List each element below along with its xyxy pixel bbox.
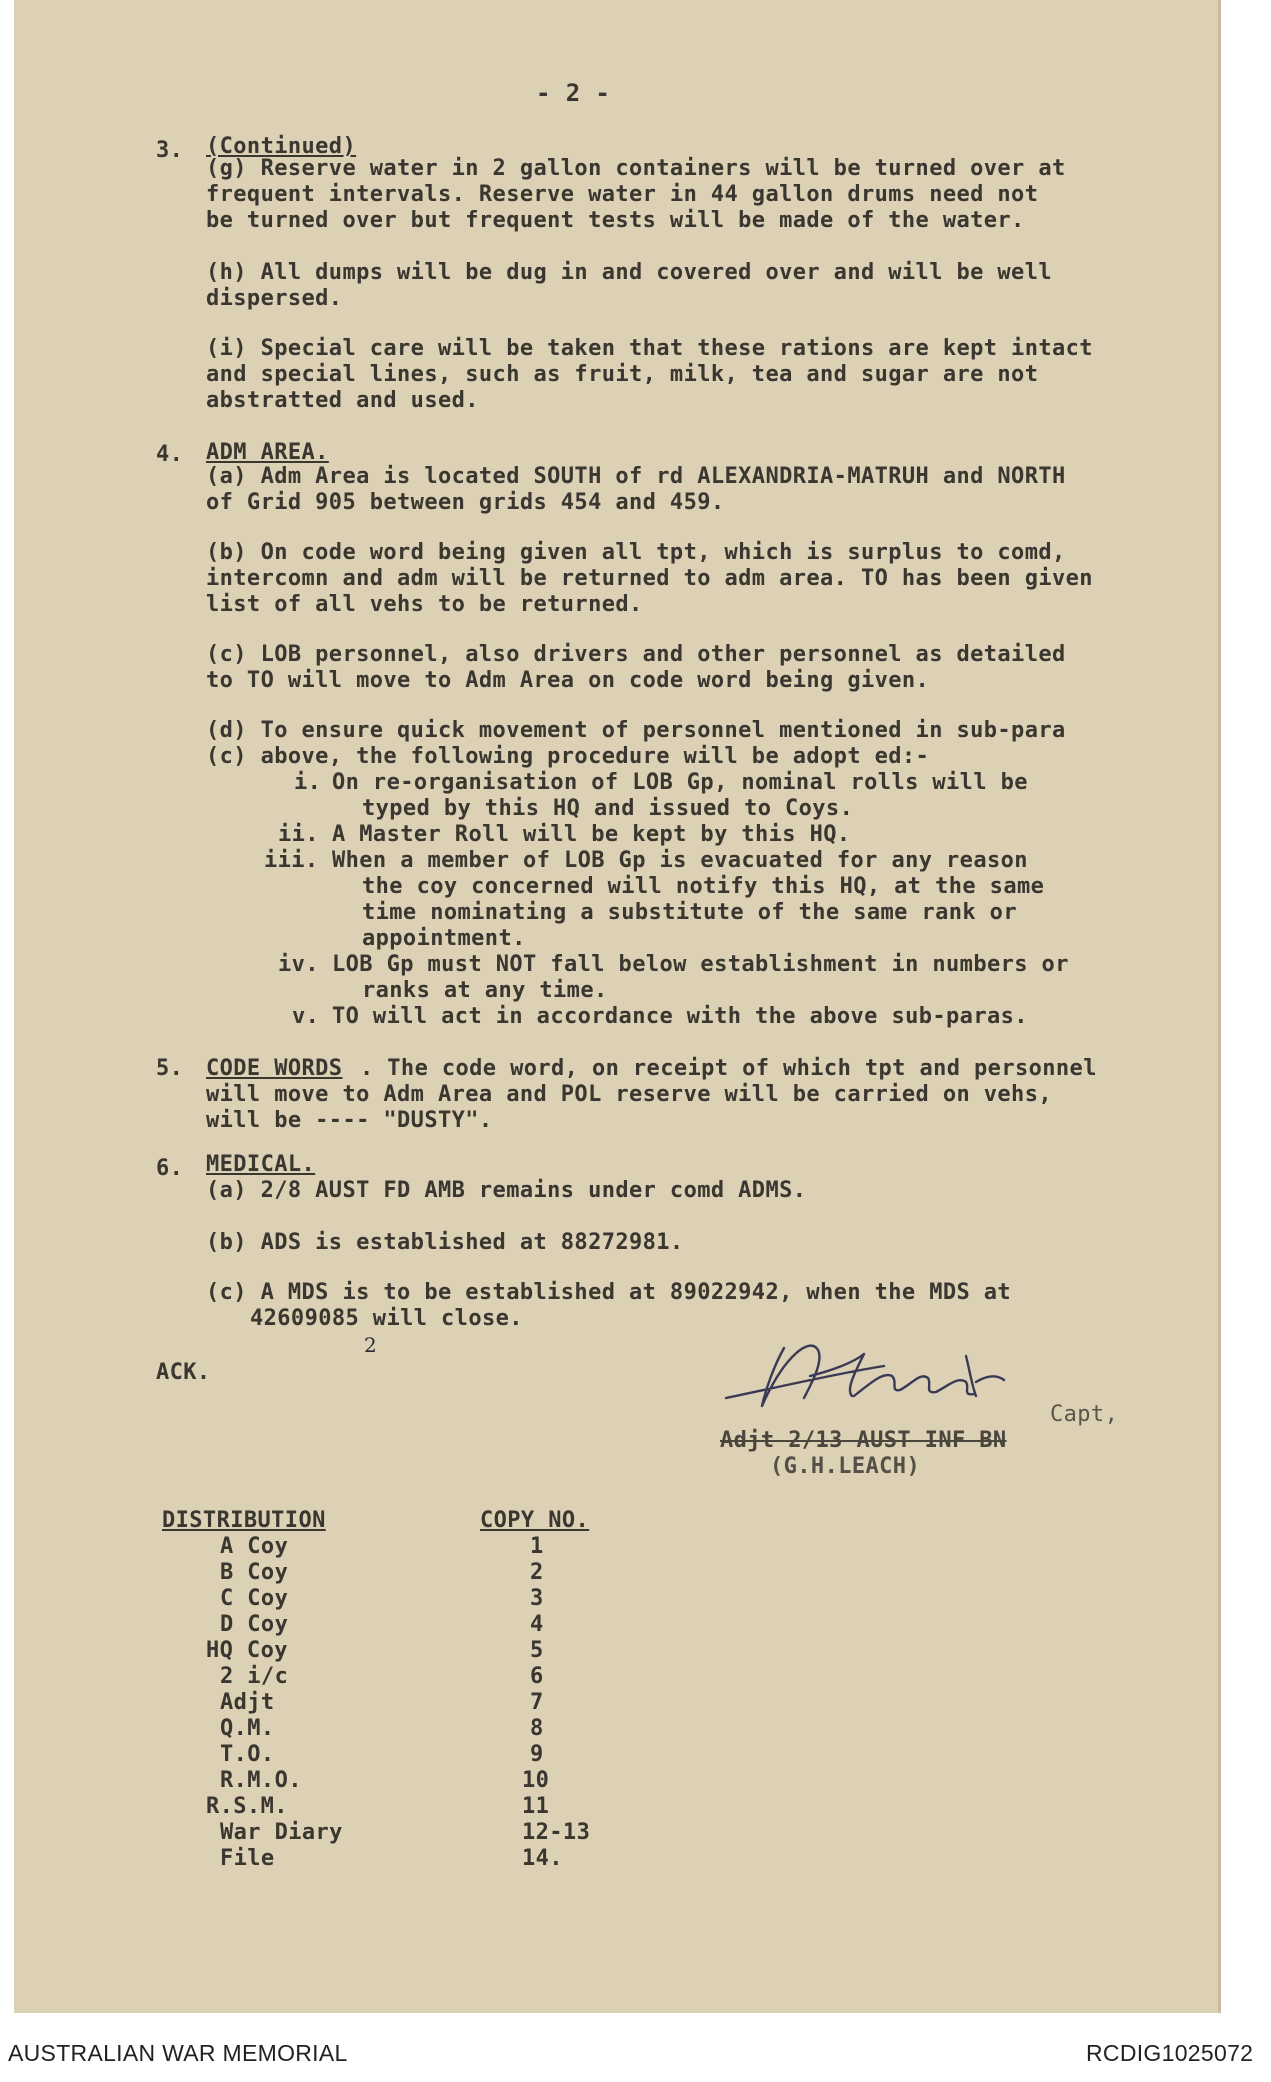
dist-item: Adjt [220,1690,275,1715]
dist-item: T.O. [220,1742,275,1767]
dist-copy: 2 [530,1560,544,1585]
dist-copy: 3 [530,1586,544,1611]
sub-iii-num: iii. [264,848,319,873]
dist-copy: 9 [530,1742,544,1767]
para3-g-line2: frequent intervals. Reserve water in 44 gallon drums need not [206,182,1039,207]
sub-iv-num: iv. [278,952,319,977]
dist-copy: 1 [530,1534,544,1559]
dist-item: File [220,1846,275,1871]
dist-copy: 5 [530,1638,544,1663]
para3-i-line3: abstratted and used. [206,388,479,413]
para6-c-line1: (c) A MDS is to be established at 89022942, when the MDS at [206,1280,1012,1305]
dist-item: A Coy [220,1534,289,1559]
para5-heading: CODE WORDS [206,1056,343,1081]
dist-item: B Coy [220,1560,289,1585]
dist-item: HQ Coy [206,1638,288,1663]
document-page [14,0,1221,2013]
copy-no-header: COPY NO. [480,1508,590,1533]
para5-number: 5. [156,1056,184,1081]
para5-line1: . The code word, on receipt of which tpt and personnel [360,1056,1097,1081]
para4-a-line1: (a) Adm Area is located SOUTH of rd ALEXANDRIA-MATRUH and NORTH [206,464,1066,489]
para3-g-line1: (g) Reserve water in 2 gallon containers will be turned over at [206,156,1066,181]
para4-number: 4. [156,442,184,467]
sub-v-num: v. [292,1004,320,1029]
para6-heading: MEDICAL. [206,1152,316,1177]
sub-iv-line1: LOB Gp must NOT fall below establishment in numbers or [332,952,1069,977]
footer-source: AUSTRALIAN WAR MEMORIAL [8,2040,348,2066]
sub-i-line1: On re-organisation of LOB Gp, nominal rolls will be [332,770,1028,795]
signature-image [714,1326,1104,1436]
para4-b-line3: list of all vehs to be returned. [206,592,643,617]
para5-line3: will be ---- "DUSTY". [206,1108,493,1133]
distribution-header: DISTRIBUTION [162,1508,326,1533]
dist-item: D Coy [220,1612,289,1637]
para3-number: 3. [156,138,184,163]
para4-b-line1: (b) On code word being given all tpt, which is surplus to comd, [206,540,1066,565]
dist-copy: 7 [530,1690,544,1715]
ack-label: ACK. [156,1360,211,1385]
para3-i-line2: and special lines, such as fruit, milk, tea and sugar are not [206,362,1039,387]
para4-c-line1: (c) LOB personnel, also drivers and other personnel as detailed [206,642,1066,667]
dist-item: War Diary [220,1820,343,1845]
signature-appointment: Adjt 2/13 AUST INF BN [720,1428,1007,1453]
sub-v-line1: TO will act in accordance with the above sub-paras. [332,1004,1028,1029]
sub-iii-line3: time nominating a substitute of the same rank or [362,900,1017,925]
para4-d-line2: (c) above, the following procedure will be adopt ed:- [206,744,930,769]
dist-item: C Coy [220,1586,289,1611]
para6-c-line2: 42609085 will close. [250,1306,523,1331]
para4-b-line2: intercomn and adm will be returned to adm area. TO has been given [206,566,1093,591]
para6-b: (b) ADS is established at 88272981. [206,1230,684,1255]
para3-i-line1: (i) Special care will be taken that these rations are kept intact [206,336,1093,361]
dist-copy: 8 [530,1716,544,1741]
sub-iv-line2: ranks at any time. [362,978,608,1003]
handwritten-correction: 2 [364,1333,378,1357]
dist-copy: 11 [522,1794,550,1819]
sub-iii-line2: the coy concerned will notify this HQ, at the same [362,874,1045,899]
para3-g-line3: be turned over but frequent tests will be made of the water. [206,208,1025,233]
signature-name: (G.H.LEACH) [770,1454,921,1479]
dist-item: Q.M. [220,1716,275,1741]
dist-item: R.S.M. [206,1794,288,1819]
para3-h-line1: (h) All dumps will be dug in and covered over and will be well [206,260,1052,285]
dist-copy: 10 [522,1768,550,1793]
sub-iii-line1: When a member of LOB Gp is evacuated for any reason [332,848,1028,873]
dist-copy: 6 [530,1664,544,1689]
sub-i-line2: typed by this HQ and issued to Coys. [362,796,854,821]
dist-item: R.M.O. [220,1768,302,1793]
sub-ii-line1: A Master Roll will be kept by this HQ. [332,822,851,847]
sub-ii-num: ii. [278,822,319,847]
dist-copy: 12-13 [522,1820,591,1845]
para4-heading: ADM AREA. [206,440,329,465]
para6-number: 6. [156,1156,184,1181]
page-number: - 2 - [536,79,611,107]
para4-d-line1: (d) To ensure quick movement of personnel mentioned in sub-para [206,718,1066,743]
para3-h-line2: dispersed. [206,286,343,311]
sub-iii-line4: appointment. [362,926,526,951]
signature-rank: Capt, [1050,1402,1119,1427]
footer-record-id: RCDIG1025072 [1086,2040,1254,2066]
dist-copy: 14. [522,1846,563,1871]
sub-i-num: i. [294,770,322,795]
dist-item: 2 i/c [220,1664,289,1689]
para4-a-line2: of Grid 905 between grids 454 and 459. [206,490,725,515]
para3-heading: (Continued) [206,134,357,159]
para6-a: (a) 2/8 AUST FD AMB remains under comd ADMS. [206,1178,807,1203]
para4-c-line2: to TO will move to Adm Area on code word being given. [206,668,930,693]
dist-copy: 4 [530,1612,544,1637]
para5-line2: will move to Adm Area and POL reserve will be carried on vehs, [206,1082,1052,1107]
